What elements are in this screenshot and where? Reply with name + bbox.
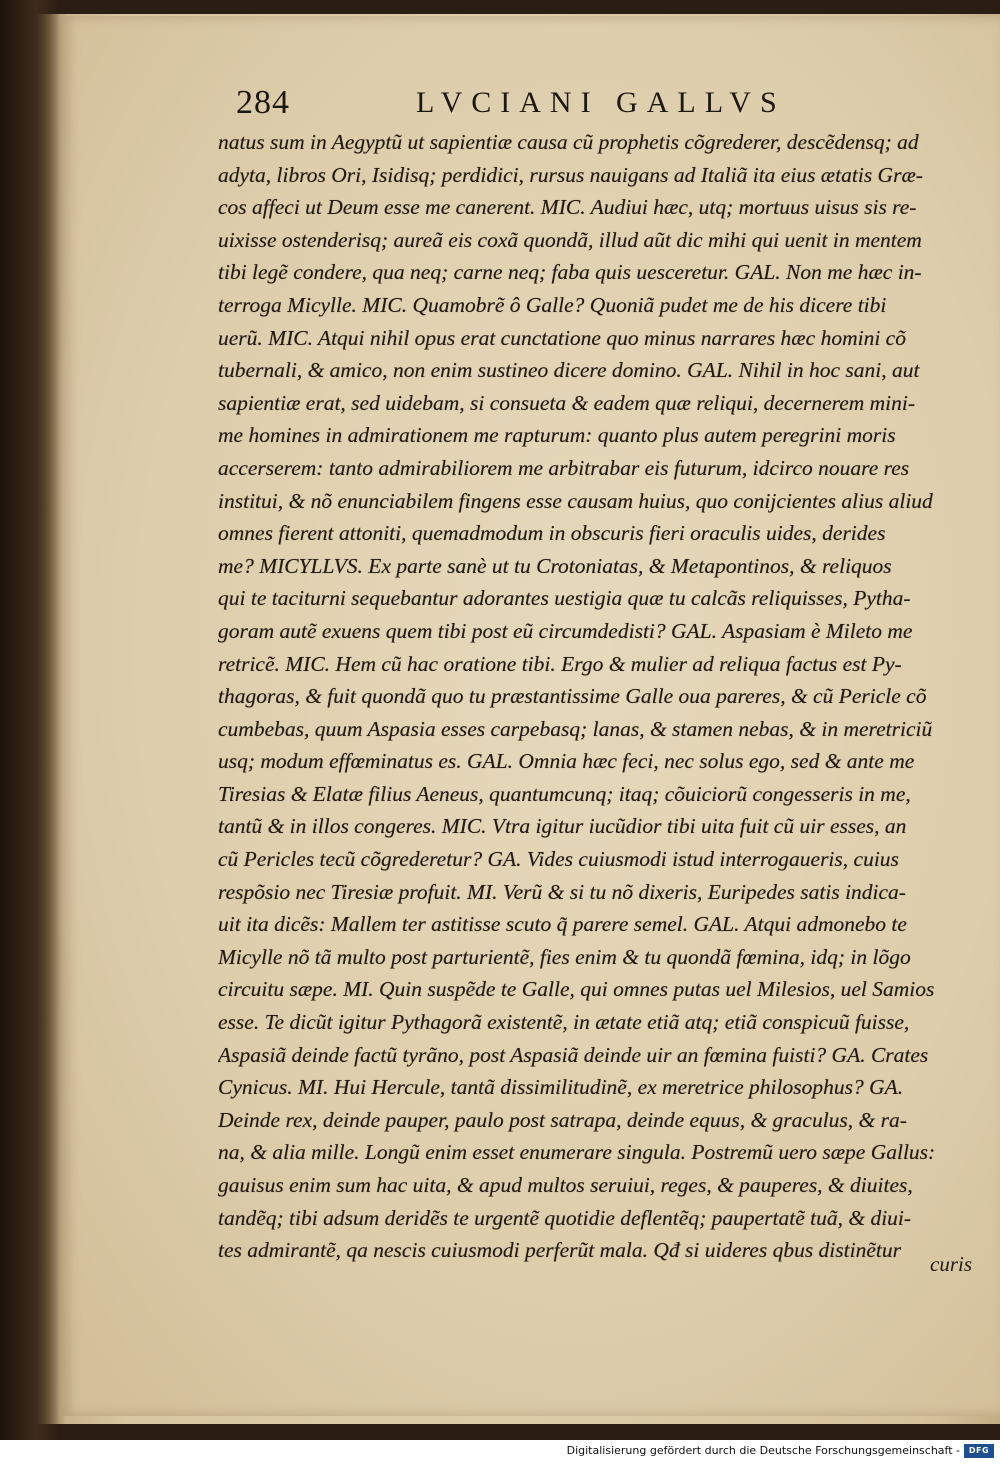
- text-line: retricẽ. MIC. Hem cũ hac oratione tibi. Ergo & mulier ad reliqua factus est Py-: [218, 651, 902, 676]
- text-line: gauisus enim sum hac uita, & apud multos seruiui, reges, & pauperes, & diuites,: [218, 1173, 913, 1197]
- text-line: usq; modum effœminatus es. GAL. Omnia hæc feci, nec solus ego, sed & ante me: [218, 749, 915, 774]
- text-line: Tiresias & Elatæ filius Aeneus, quantumcunq; itaq; cõuiciorũ congesseris in me,: [218, 781, 911, 806]
- text-line: thagoras, & fuit quondã quo tu præstantissime Galle oua pareres, & cũ Pericle cõ: [218, 684, 927, 709]
- text-line: Micylle nõ tã multo post parturientẽ, fies enim & tu quondã fœmina, idq; in lõgo: [218, 944, 911, 969]
- text-line: me? MICYLLVS. Ex parte sanè ut tu Crotoniatas, & Metapontinos, & reliquos: [218, 553, 892, 578]
- page-number: 284: [236, 84, 290, 121]
- text-line: Cynicus. MI. Hui Hercule, tantã dissimilitudinẽ, ex meretrice philosophus? GA.: [218, 1075, 904, 1100]
- text-line: sapientiæ erat, sed uidebam, si consueta & eadem quæ reliqui, decernerem mini-: [218, 390, 916, 415]
- running-title: LVCIANI GALLVS: [416, 86, 786, 119]
- text-line: Deinde rex, deinde pauper, paulo post satrapa, deinde equus, & graculus, & ra-: [218, 1107, 907, 1132]
- text-line: tibi legẽ condere, qua neq; carne neq; faba quis uesceretur. GAL. Non me hæc in-: [218, 260, 922, 285]
- text-line: accerserem: tanto admirabiliorem me arbitrabar eis futurum, idcirco nouare res: [218, 455, 910, 480]
- spine-shadow: [0, 0, 60, 1440]
- dfg-logo-icon: DFG: [964, 1444, 994, 1458]
- text-line: Aspasiã deinde factũ tyrãno, post Aspasiã deinde uir an fœmina fuisti? GA. Crates: [218, 1042, 929, 1067]
- text-line: na, & alia mille. Longũ enim esset enumerare singula. Postremũ uero sæpe Gallus:: [218, 1140, 936, 1165]
- text-line: tes admirantẽ, qa nescis cuiusmodi perferũt mala. Qđ si uideres qbus distinẽtur: [218, 1238, 901, 1263]
- text-line: tantũ & in illos congeres. MIC. Vtra igitur iucũdior tibi uita fuit cũ uir esses, an: [218, 814, 907, 839]
- text-line: adyta, libros Ori, Isidisq; perdidici, rursus nauigans ad Italiã ita eius ætatis Græ-: [218, 162, 923, 187]
- body-text: [218, 126, 978, 1267]
- catchword: curis: [930, 1252, 972, 1276]
- text-line: cũ Pericles tecũ cõgrederetur? GA. Vides cuiusmodi istud interrogaueris, cuius: [218, 847, 899, 872]
- text-line: omnes fierent attoniti, quemadmodum in obscuris fieri oraculis uides, derides: [218, 521, 886, 546]
- text-line: natus sum in Aegyptũ ut sapientiæ causa cũ prophetis cõgrederer, descẽdensq; ad: [218, 130, 919, 154]
- text-line: terroga Micylle. MIC. Quamobrẽ ô Galle? Quoniã pudet me de his dicere tibi: [218, 292, 887, 317]
- funding-notice: Digitalisierung gefördert durch die Deutsche Forschungsgemeinschaft -: [566, 1444, 960, 1457]
- text-line: esse. Te dicũt igitur Pythagorã existentẽ, in ætate etiã atq; etiã conspicuũ fuisse,: [218, 1010, 910, 1035]
- running-head: [236, 84, 956, 126]
- text-line: uixisse ostenderisq; aureã eis coxã quondã, illud aũt dic mihi qui uenit in mentem: [218, 227, 922, 252]
- text-line: goram autẽ exuens quem tibi post eũ circumdedisti? GAL. Aspasiam è Mileto me: [218, 618, 913, 643]
- text-line: tandẽq; tibi adsum deridẽs te urgentẽ quotidie deflentẽq; paupertatẽ tuã, & diui-: [218, 1205, 912, 1230]
- text-line: uerũ. MIC. Atqui nihil opus erat cunctatione quo minus narrares hæc homini cõ: [218, 325, 906, 350]
- text-line: circuitu sæpe. MI. Quin suspẽde te Galle, qui omnes putas uel Milesios, uel Samios: [218, 977, 935, 1002]
- text-line: institui, & nõ enunciabilem fingens esse causam huius, quo conijcientes alius aliud: [218, 488, 933, 513]
- text-line: tubernali, & amico, non enim sustineo dicere domino. GAL. Nihil in hoc sani, aut: [218, 358, 920, 383]
- text-line: cumbebas, quum Aspasia esses carpebasq; lanas, & stamen nebas, & in meretriciũ: [218, 716, 933, 741]
- footer-bar: [0, 1440, 1000, 1464]
- text-line: respõsio nec Tiresiæ profuit. MI. Verũ & si tu nõ dixeris, Euripedes satis indica-: [218, 879, 906, 904]
- text-line: me homines in admirationem me rapturum: quanto plus autem peregrini moris: [218, 423, 896, 448]
- text-line: qui te taciturni sequebantur adorantes uestigia quæ tu calcãs reliquisses, Pytha-: [218, 586, 911, 611]
- text-line: uit ita dicẽs: Mallem ter astitisse scuto q̃ parere semel. GAL. Atqui admonebo te: [218, 912, 907, 937]
- text-line: cos affeci ut Deum esse me canerent. MIC. Audiui hæc, utq; mortuus uisus sis re-: [218, 195, 917, 220]
